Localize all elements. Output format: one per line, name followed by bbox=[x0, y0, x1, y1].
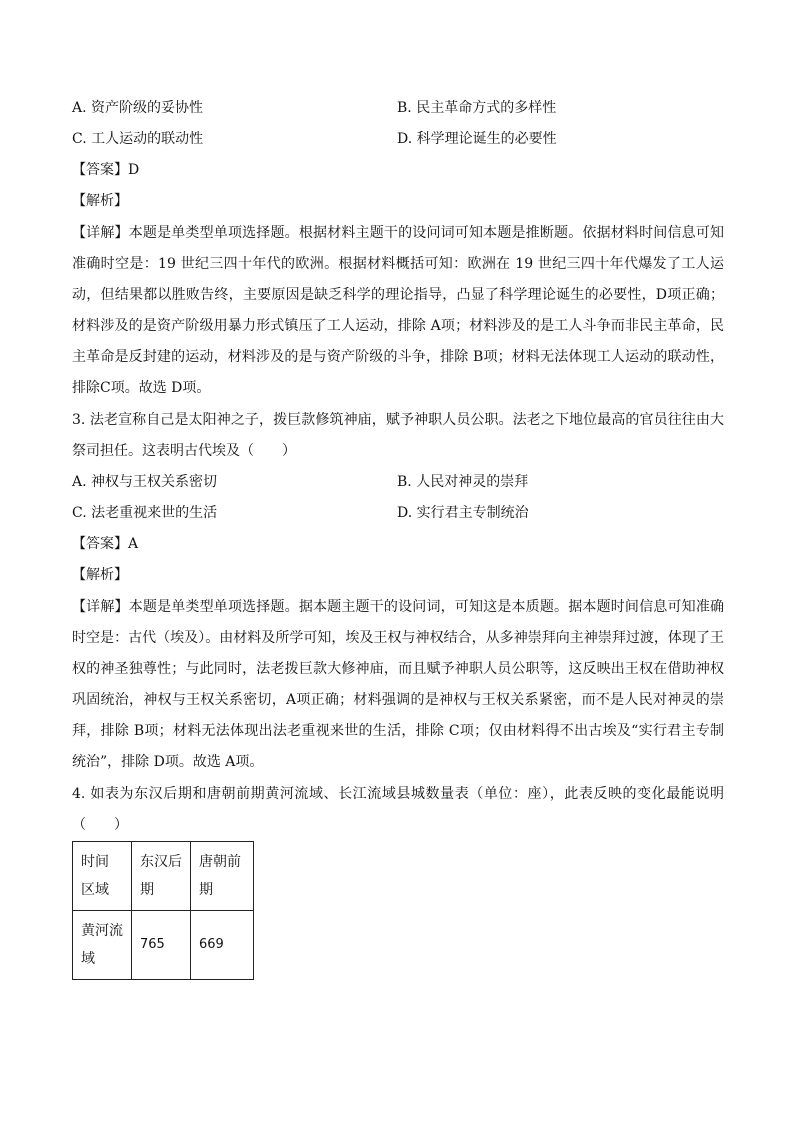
q2-detail: 【详解】本题是单类型单项选择题。根据材料主题干的设问词可知本题是推断题。依据材料时间信息可知准确时空是：19 世纪三四十年代的欧洲。根据材料概括可知：欧洲在 19 世纪三四十年代爆发了工人运动，但结果都以胜败告终，主要原因是缺乏科学的理论指导，凸显了科学理论诞生的必要性，D项正确；材料涉及的是资产阶级用暴力形式镇压了工人运动，排除 A项；材料涉及的是工人斗争而非民主革命，民主革命是反封建的运动，材料涉及的是与资产阶级的斗争，排除 B项；材料无法体现工人运动的联动性，排除C项。故选 D项。 bbox=[72, 225, 724, 396]
q2-option-d[interactable]: D. 科学理论诞生的必要性 bbox=[397, 131, 557, 147]
table-header-row bbox=[73, 842, 254, 911]
q2-option-b[interactable]: B. 民主革命方式的多样性 bbox=[397, 100, 557, 116]
q2-option-a[interactable]: A. 资产阶级的妥协性 bbox=[72, 100, 204, 116]
county-count-table bbox=[72, 841, 254, 980]
q2-answer: 【答案】D bbox=[72, 162, 140, 178]
q3-option-d[interactable]: D. 实行君主专制统治 bbox=[397, 505, 529, 521]
table-cell-value: 765 bbox=[132, 911, 191, 980]
q3-stem: 3. 法老宣称自己是太阳神之子，拨巨款修筑神庙，赋予神职人员公职。法老之下地位最高的官员往往由大祭司担任。这表明古代埃及（ ） bbox=[72, 412, 724, 459]
corner-time-label: 时间 bbox=[81, 854, 109, 870]
corner-region-label: 区域 bbox=[81, 882, 109, 898]
q4-stem: 4. 如表为东汉后期和唐朝前期黄河流域、长江流域县城数量表（单位：座），此表反映的变化最能说明（ ） bbox=[72, 786, 724, 833]
q3-option-b[interactable]: B. 人民对神灵的崇拜 bbox=[397, 474, 529, 490]
q3-analysis-label: 【解析】 bbox=[72, 567, 128, 583]
table-row bbox=[73, 911, 254, 980]
q2-analysis-label: 【解析】 bbox=[72, 193, 128, 209]
table-header-cell: 东汉后期 bbox=[132, 842, 191, 911]
q3-option-c[interactable]: C. 法老重视来世的生活 bbox=[72, 505, 218, 521]
q3-answer: 【答案】A bbox=[72, 536, 139, 552]
table-corner-cell bbox=[73, 842, 132, 911]
table-cell-region: 黄河流域 bbox=[73, 911, 132, 980]
table-header-cell: 唐朝前期 bbox=[191, 842, 254, 911]
q3-detail: 【详解】本题是单类型单项选择题。据本题主题干的设问词，可知这是本质题。据本题时间信息可知准确时空是：古代（埃及）。由材料及所学可知，埃及王权与神权结合，从多神崇拜向主神崇拜过渡，体现了王权的神圣独尊性；与此同时，法老拨巨款大修神庙，而且赋予神职人员公职等，这反映出王权在借助神权巩固统治，神权与王权关系密切，A项正确；材料强调的是神权与王权关系紧密，而不是人民对神灵的崇拜，排除 B项；材料无法体现出法老重视来世的生活，排除 C项；仅由材料得不出古埃及“实行君主专制统治”，排除 D项。故选 A项。 bbox=[72, 599, 724, 770]
q2-option-c[interactable]: C. 工人运动的联动性 bbox=[72, 131, 204, 147]
q3-option-a[interactable]: A. 神权与王权关系密切 bbox=[72, 474, 218, 490]
table-cell-value: 669 bbox=[191, 911, 254, 980]
